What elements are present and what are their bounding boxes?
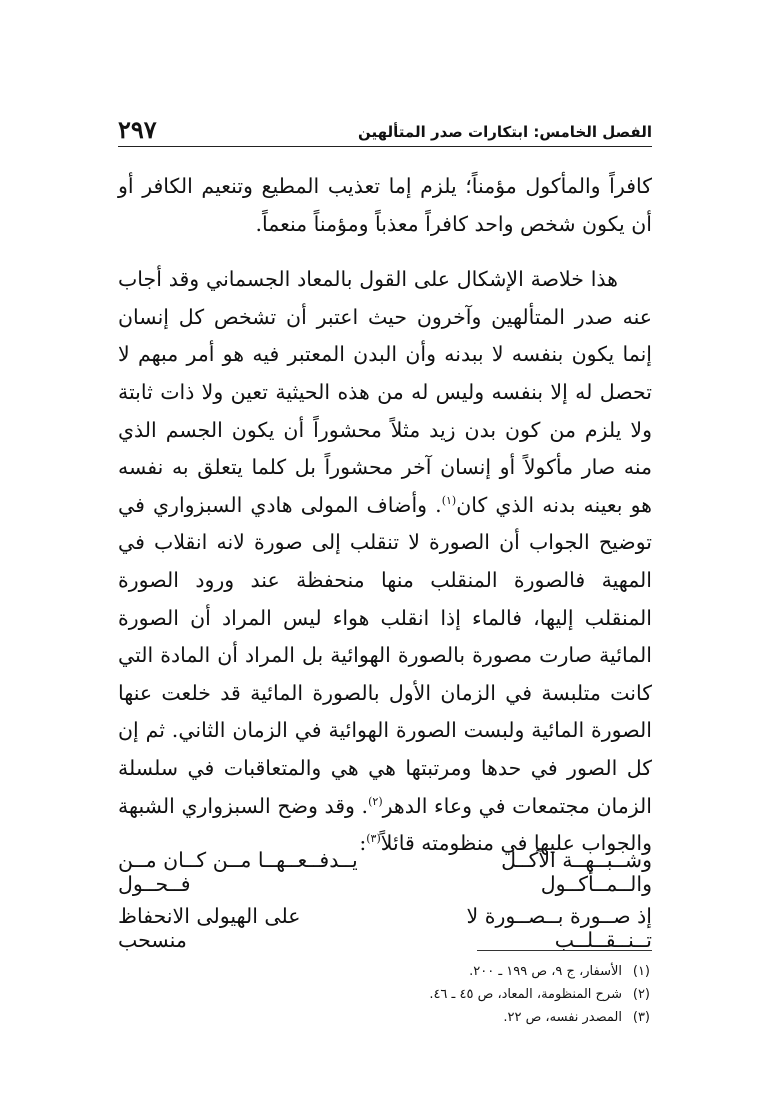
verse-first-hemistich: وشــبــهــة الآكــل والــمــأكــول [501, 848, 652, 896]
paragraph [118, 261, 652, 863]
footnotes [118, 960, 650, 1029]
footnote-ref-3[interactable]: (٣) [366, 832, 381, 846]
page-number: ٢٩٧ [118, 115, 157, 144]
footnote-number: (١) [632, 964, 650, 979]
paragraph-text: هذا خلاصة الإشكال على القول بالمعاد الجسماني وقد أجاب عنه صدر المتألهين وآخرون حيث اعتبر أن تشخص كل إنسان إنما يكون بنفسه لا ببدنه وأن البدن المعتبر فيه هو أمر مبهم لا تحصل له إلا بنفسه وليس له من هذه الحيثية تعين ولا ذات ثابتة ولا يلزم من كون بدن زيد مثلاً محشوراً أن يكون الجسم الذي منه صار مأكولاً أو إنسان آخر محشوراً بل كلما يتعلق به نفسه هو بعينه بدنه الذي كان [118, 267, 652, 517]
footnote [118, 983, 650, 1006]
footnote [118, 1006, 650, 1029]
footnote-text: المصدر نفسه، ص ٢٢. [503, 1010, 622, 1025]
verse-second-hemistich: يــدفــعــهــا مــن كــان مــن فــحــول [118, 848, 358, 896]
paragraph-text: . وقد وضح السبزواري الشبهة والجواب عليها في منظومته قائلاً [118, 793, 652, 856]
paragraph-end-colon: : [359, 831, 367, 856]
chapter-title: الفصل الخامس: ابتكارات صدر المتألهين [358, 123, 652, 141]
verse-second-hemistich: على الهيولى الانحفاظ منسحب [118, 904, 301, 952]
verse-first-hemistich: إذ صــورة بــصــورة لا تــنــقــلــب [466, 904, 652, 952]
paragraph-text: . وأضاف المولى هادي السبزواري في توضيح الجواب أن الصورة لا تنقلب إلى صورة لانه انقلاب في المهية فالصورة المنقلب منها منحفظة عند ورود الصورة المنقلب إليها، فالماء إذا انقلب هواء ليس المراد أن الصورة المائية صارت مصورة بالصورة الهوائية بل المراد أن المادة التي كانت متلبسة في الزمان الأول بالصورة المائية قد خلعت عنها الصورة المائية ولبست الصورة الهوائية في الزمان الثاني. ثم إن كل الصور في حدها ومرتبتها هي هي والمتعاقبات في سلسلة الزمان مجتمعات في وعاء الدهر [118, 492, 652, 818]
running-header [118, 112, 652, 147]
footnote-ref-1[interactable]: (١) [441, 493, 457, 507]
footnote-number: (٢) [632, 987, 650, 1002]
footnote-ref-2[interactable]: (٢) [368, 794, 383, 808]
footnote-number: (٣) [632, 1010, 650, 1025]
footnote [118, 960, 650, 983]
footnote-text: الأسفار، ج ٩، ص ١٩٩ ـ ٢٠٠. [469, 964, 622, 979]
footnote-divider [477, 950, 652, 951]
footnote-text: شرح المنظومة، المعاد، ص ٤٥ ـ ٤٦. [429, 987, 622, 1002]
verse-line [118, 904, 652, 960]
paragraph-text: كافراً والمأكول مؤمناً؛ يلزم إما تعذيب المطيع وتنعيم الكافر أو أن يكون شخص واحد كافراً معذباً ومؤمناً منعماً. [118, 174, 652, 236]
verse-line [118, 848, 652, 904]
main-text [118, 168, 652, 863]
paragraph [118, 168, 652, 243]
poem-verses [118, 848, 652, 960]
